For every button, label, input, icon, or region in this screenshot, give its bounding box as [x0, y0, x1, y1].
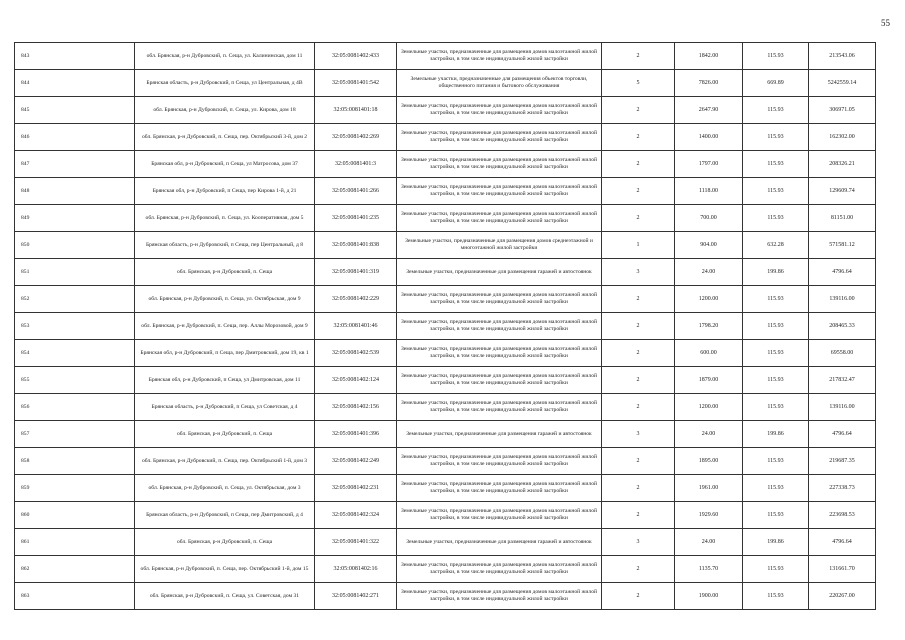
table-row: [15, 232, 876, 259]
area-cell: 1879.00: [675, 367, 743, 394]
specific-value-cell: 115.93: [743, 556, 809, 583]
area-cell: 24.00: [675, 259, 743, 286]
table-row: [15, 178, 876, 205]
specific-value-cell: 199.86: [743, 259, 809, 286]
cadastral-value-cell: 213543.06: [809, 43, 876, 70]
address-cell: Брянская обл, р-н Дубровский, п Сеща, ул Дмитровская, дом 11: [135, 367, 315, 394]
cadastral-number-cell: 32:05:0081401:3: [315, 151, 397, 178]
address-cell: обл. Брянская, р-н Дубровский, п. Сеща: [135, 259, 315, 286]
group-cell: 2: [602, 340, 675, 367]
cadastral-value-cell: 219687.35: [809, 448, 876, 475]
page-number: 55: [881, 18, 890, 28]
specific-value-cell: 632.28: [743, 232, 809, 259]
table-row: [15, 367, 876, 394]
cadastral-value-cell: 139116.00: [809, 394, 876, 421]
land-use-cell: Земельные участки, предназначенные для размещения домов малоэтажной жилой застройки, в том числе индивидуальной жилой застройки: [397, 313, 602, 340]
row-number: 862: [15, 556, 135, 583]
cadastral-value-cell: 4796.64: [809, 421, 876, 448]
table-row: [15, 340, 876, 367]
area-cell: 1797.00: [675, 151, 743, 178]
cadastral-value-cell: 223698.53: [809, 502, 876, 529]
address-cell: обл. Брянская, р-н Дубровский, п. Сеща, ул. Калининская, дом 11: [135, 43, 315, 70]
row-number: 851: [15, 259, 135, 286]
group-cell: 2: [602, 286, 675, 313]
table-row: [15, 151, 876, 178]
land-use-cell: Земельные участки, предназначенные для размещения гаражей и автостоянок: [397, 529, 602, 556]
area-cell: 1400.00: [675, 124, 743, 151]
row-number: 846: [15, 124, 135, 151]
group-cell: 2: [602, 583, 675, 610]
specific-value-cell: 199.86: [743, 421, 809, 448]
address-cell: Брянская обл, р-н Дубровский, п Сеща, ул Матросова, дом 37: [135, 151, 315, 178]
group-cell: 2: [602, 178, 675, 205]
row-number: 844: [15, 70, 135, 97]
group-cell: 2: [602, 43, 675, 70]
cadastral-number-cell: 32:05:0081401:18: [315, 97, 397, 124]
land-use-cell: Земельные участки, предназначенные для размещения домов малоэтажной жилой застройки, в том числе индивидуальной жилой застройки: [397, 394, 602, 421]
specific-value-cell: 115.93: [743, 502, 809, 529]
land-use-cell: Земельные участки, предназначенные для размещения домов малоэтажной жилой застройки, в том числе индивидуальной жилой застройки: [397, 475, 602, 502]
cadastral-number-cell: 32:05:0081402:433: [315, 43, 397, 70]
area-cell: 1200.00: [675, 394, 743, 421]
specific-value-cell: 115.93: [743, 583, 809, 610]
address-cell: Брянская область, р-н Дубровский, п Сеща, ул Центральная, д 4В: [135, 70, 315, 97]
cadastral-number-cell: 32:05:0081401:266: [315, 178, 397, 205]
specific-value-cell: 115.93: [743, 313, 809, 340]
row-number: 860: [15, 502, 135, 529]
land-use-cell: Земельные участки, предназначенные для размещения гаражей и автостоянок: [397, 421, 602, 448]
area-cell: 700.00: [675, 205, 743, 232]
group-cell: 1: [602, 232, 675, 259]
address-cell: Брянская область, р-н Дубровский, п Сеща, пер Дмитровский, д 4: [135, 502, 315, 529]
specific-value-cell: 115.93: [743, 178, 809, 205]
row-number: 859: [15, 475, 135, 502]
land-use-cell: Земельные участки, предназначенные для размещения домов малоэтажной жилой застройки, в том числе индивидуальной жилой застройки: [397, 286, 602, 313]
cadastral-value-cell: 81151.00: [809, 205, 876, 232]
table-body: [15, 43, 876, 610]
address-cell: обл. Брянская, р-н Дубровский, п. Сеща, пер. Октябрьский 1-й, дом 15: [135, 556, 315, 583]
area-cell: 1118.00: [675, 178, 743, 205]
group-cell: 2: [602, 151, 675, 178]
table-row: [15, 502, 876, 529]
row-number: 856: [15, 394, 135, 421]
area-cell: 1798.20: [675, 313, 743, 340]
land-use-cell: Земельные участки, предназначенные для размещения домов малоэтажной жилой застройки, в том числе индивидуальной жилой застройки: [397, 178, 602, 205]
area-cell: 1929.60: [675, 502, 743, 529]
table-row: [15, 475, 876, 502]
cadastral-number-cell: 32:05:0081401:319: [315, 259, 397, 286]
row-number: 855: [15, 367, 135, 394]
address-cell: Брянская область, р-н Дубровский, п Сеща, пер Центральный, д 8: [135, 232, 315, 259]
cadastral-value-cell: 571581.12: [809, 232, 876, 259]
table-row: [15, 556, 876, 583]
specific-value-cell: 115.93: [743, 97, 809, 124]
specific-value-cell: 115.93: [743, 151, 809, 178]
cadastral-value-cell: 162302.00: [809, 124, 876, 151]
land-use-cell: Земельные участки, предназначенные для размещения домов малоэтажной жилой застройки, в том числе индивидуальной жилой застройки: [397, 340, 602, 367]
address-cell: обл. Брянская, р-н Дубровский, п. Сеща: [135, 421, 315, 448]
row-number: 848: [15, 178, 135, 205]
row-number: 849: [15, 205, 135, 232]
group-cell: 2: [602, 124, 675, 151]
row-number: 843: [15, 43, 135, 70]
row-number: 850: [15, 232, 135, 259]
area-cell: 600.00: [675, 340, 743, 367]
cadastral-value-table: [14, 42, 876, 610]
cadastral-value-cell: 139116.00: [809, 286, 876, 313]
land-use-cell: Земельные участки, предназначенные для размещения домов малоэтажной жилой застройки, в том числе индивидуальной жилой застройки: [397, 556, 602, 583]
cadastral-value-cell: 227338.73: [809, 475, 876, 502]
group-cell: 2: [602, 97, 675, 124]
cadastral-number-cell: 32:05:0081401:46: [315, 313, 397, 340]
area-cell: 24.00: [675, 421, 743, 448]
area-cell: 1900.00: [675, 583, 743, 610]
group-cell: 2: [602, 502, 675, 529]
table-row: [15, 205, 876, 232]
specific-value-cell: 115.93: [743, 448, 809, 475]
cadastral-number-cell: 32:05:0081402:271: [315, 583, 397, 610]
address-cell: обл. Брянская, р-н Дубровский, п. Сеща, ул. Октябрьская, дом 3: [135, 475, 315, 502]
specific-value-cell: 115.93: [743, 205, 809, 232]
group-cell: 2: [602, 394, 675, 421]
land-use-cell: Земельные участки, предназначенные для размещения домов малоэтажной жилой застройки, в том числе индивидуальной жилой застройки: [397, 205, 602, 232]
table-row: [15, 124, 876, 151]
group-cell: 3: [602, 259, 675, 286]
land-use-cell: Земельные участки, предназначенные для размещения домов малоэтажной жилой застройки, в том числе индивидуальной жилой застройки: [397, 124, 602, 151]
area-cell: 1135.70: [675, 556, 743, 583]
address-cell: Брянская обл, р-н Дубровский, п Сеща, пер Кирова 1-й, д 21: [135, 178, 315, 205]
cadastral-value-cell: 5242559.14: [809, 70, 876, 97]
row-number: 854: [15, 340, 135, 367]
group-cell: 2: [602, 475, 675, 502]
group-cell: 2: [602, 367, 675, 394]
row-number: 852: [15, 286, 135, 313]
address-cell: Брянская обл, р-н Дубровский, п Сеща, пер Дмитровский, дом 19, кв 1: [135, 340, 315, 367]
area-cell: 1895.00: [675, 448, 743, 475]
cadastral-value-cell: 4796.64: [809, 529, 876, 556]
cadastral-number-cell: 32:05:0081401:235: [315, 205, 397, 232]
land-use-cell: Земельные участки, предназначенные для размещения домов малоэтажной жилой застройки, в том числе индивидуальной жилой застройки: [397, 502, 602, 529]
cadastral-value-cell: 306971.05: [809, 97, 876, 124]
land-use-cell: Земельные участки, предназначенные для размещения домов малоэтажной жилой застройки, в том числе индивидуальной жилой застройки: [397, 97, 602, 124]
specific-value-cell: 115.93: [743, 475, 809, 502]
address-cell: Брянская область, р-н Дубровский, п Сеща, ул Советская, д 4: [135, 394, 315, 421]
land-use-cell: Земельные участки, предназначенные для размещения домов малоэтажной жилой застройки, в том числе индивидуальной жилой застройки: [397, 43, 602, 70]
cadastral-number-cell: 32:05:0081401:322: [315, 529, 397, 556]
cadastral-number-cell: 32:05:0081401:542: [315, 70, 397, 97]
area-cell: 1842.00: [675, 43, 743, 70]
cadastral-number-cell: 32:05:0081402:16: [315, 556, 397, 583]
area-cell: 7826.00: [675, 70, 743, 97]
table-row: [15, 583, 876, 610]
cadastral-value-cell: 69558.00: [809, 340, 876, 367]
group-cell: 2: [602, 313, 675, 340]
land-use-cell: Земельные участки, предназначенные для размещения домов малоэтажной жилой застройки, в том числе индивидуальной жилой застройки: [397, 151, 602, 178]
cadastral-number-cell: 32:05:0081402:539: [315, 340, 397, 367]
table-row: [15, 259, 876, 286]
cadastral-number-cell: 32:05:0081402:124: [315, 367, 397, 394]
table-row: [15, 529, 876, 556]
specific-value-cell: 669.89: [743, 70, 809, 97]
address-cell: обл. Брянская, р-н Дубровский, п. Сеща, пер. Аллы Морозовой, дом 9: [135, 313, 315, 340]
cadastral-number-cell: 32:05:0081402:324: [315, 502, 397, 529]
address-cell: обл. Брянская, р-н Дубровский, п. Сеща, пер. Октябрьский 1-й, дом 3: [135, 448, 315, 475]
row-number: 857: [15, 421, 135, 448]
specific-value-cell: 115.93: [743, 43, 809, 70]
land-use-cell: Земельные участки, предназначенные для размещения гаражей и автостоянок: [397, 259, 602, 286]
group-cell: 2: [602, 205, 675, 232]
area-cell: 1200.00: [675, 286, 743, 313]
cadastral-value-cell: 208465.33: [809, 313, 876, 340]
cadastral-number-cell: 32:05:0081401:396: [315, 421, 397, 448]
land-use-cell: Земельные участки, предназначенные для размещения домов малоэтажной жилой застройки, в том числе индивидуальной жилой застройки: [397, 448, 602, 475]
specific-value-cell: 115.93: [743, 340, 809, 367]
cadastral-value-cell: 131661.70: [809, 556, 876, 583]
row-number: 845: [15, 97, 135, 124]
cadastral-value-cell: 220267.00: [809, 583, 876, 610]
cadastral-number-cell: 32:05:0081402:231: [315, 475, 397, 502]
table-row: [15, 43, 876, 70]
group-cell: 2: [602, 556, 675, 583]
address-cell: обл. Брянская, р-н Дубровский, п. Сеща, ул. Кирова, дом 18: [135, 97, 315, 124]
table-row: [15, 421, 876, 448]
cadastral-value-cell: 129609.74: [809, 178, 876, 205]
specific-value-cell: 115.93: [743, 124, 809, 151]
area-cell: 2647.90: [675, 97, 743, 124]
cadastral-value-cell: 217832.47: [809, 367, 876, 394]
group-cell: 5: [602, 70, 675, 97]
table-row: [15, 394, 876, 421]
cadastral-number-cell: 32:05:0081402:249: [315, 448, 397, 475]
cadastral-number-cell: 32:05:0081402:269: [315, 124, 397, 151]
specific-value-cell: 115.93: [743, 286, 809, 313]
land-use-cell: Земельные участки, предназначенные для размещения домов малоэтажной жилой застройки, в том числе индивидуальной жилой застройки: [397, 367, 602, 394]
group-cell: 3: [602, 421, 675, 448]
land-use-cell: Земельные участки, предназначенные для размещения домов среднеэтажной и многоэтажной жилой застройки: [397, 232, 602, 259]
row-number: 847: [15, 151, 135, 178]
cadastral-number-cell: 32:05:0081401:838: [315, 232, 397, 259]
specific-value-cell: 115.93: [743, 394, 809, 421]
land-use-cell: Земельные участки, предназначенные для размещения домов малоэтажной жилой застройки, в том числе индивидуальной жилой застройки: [397, 583, 602, 610]
table-row: [15, 286, 876, 313]
area-cell: 24.00: [675, 529, 743, 556]
address-cell: обл. Брянская, р-н Дубровский, п. Сеща, ул. Советская, дом 31: [135, 583, 315, 610]
address-cell: обл. Брянская, р-н Дубровский, п. Сеща, ул. Октябрьская, дом 9: [135, 286, 315, 313]
table-row: [15, 97, 876, 124]
area-cell: 1961.00: [675, 475, 743, 502]
cadastral-number-cell: 32:05:0081402:156: [315, 394, 397, 421]
row-number: 853: [15, 313, 135, 340]
address-cell: обл. Брянская, р-н Дубровский, п. Сеща, ул. Кооперативная, дом 5: [135, 205, 315, 232]
cadastral-value-cell: 4796.64: [809, 259, 876, 286]
table-row: [15, 313, 876, 340]
row-number: 858: [15, 448, 135, 475]
area-cell: 904.00: [675, 232, 743, 259]
table-row: [15, 70, 876, 97]
row-number: 863: [15, 583, 135, 610]
address-cell: обл. Брянская, р-н Дубровский, п. Сеща, пер. Октябрьский 3-й, дом 2: [135, 124, 315, 151]
address-cell: обл. Брянская, р-н Дубровский, п. Сеща: [135, 529, 315, 556]
row-number: 861: [15, 529, 135, 556]
cadastral-number-cell: 32:05:0081402:229: [315, 286, 397, 313]
cadastral-value-cell: 208326.21: [809, 151, 876, 178]
table-row: [15, 448, 876, 475]
specific-value-cell: 199.86: [743, 529, 809, 556]
group-cell: 2: [602, 448, 675, 475]
land-use-cell: Земельные участки, предназначенные для размещения объектов торговли, общественного питания и бытового обслуживания: [397, 70, 602, 97]
group-cell: 3: [602, 529, 675, 556]
specific-value-cell: 115.93: [743, 367, 809, 394]
